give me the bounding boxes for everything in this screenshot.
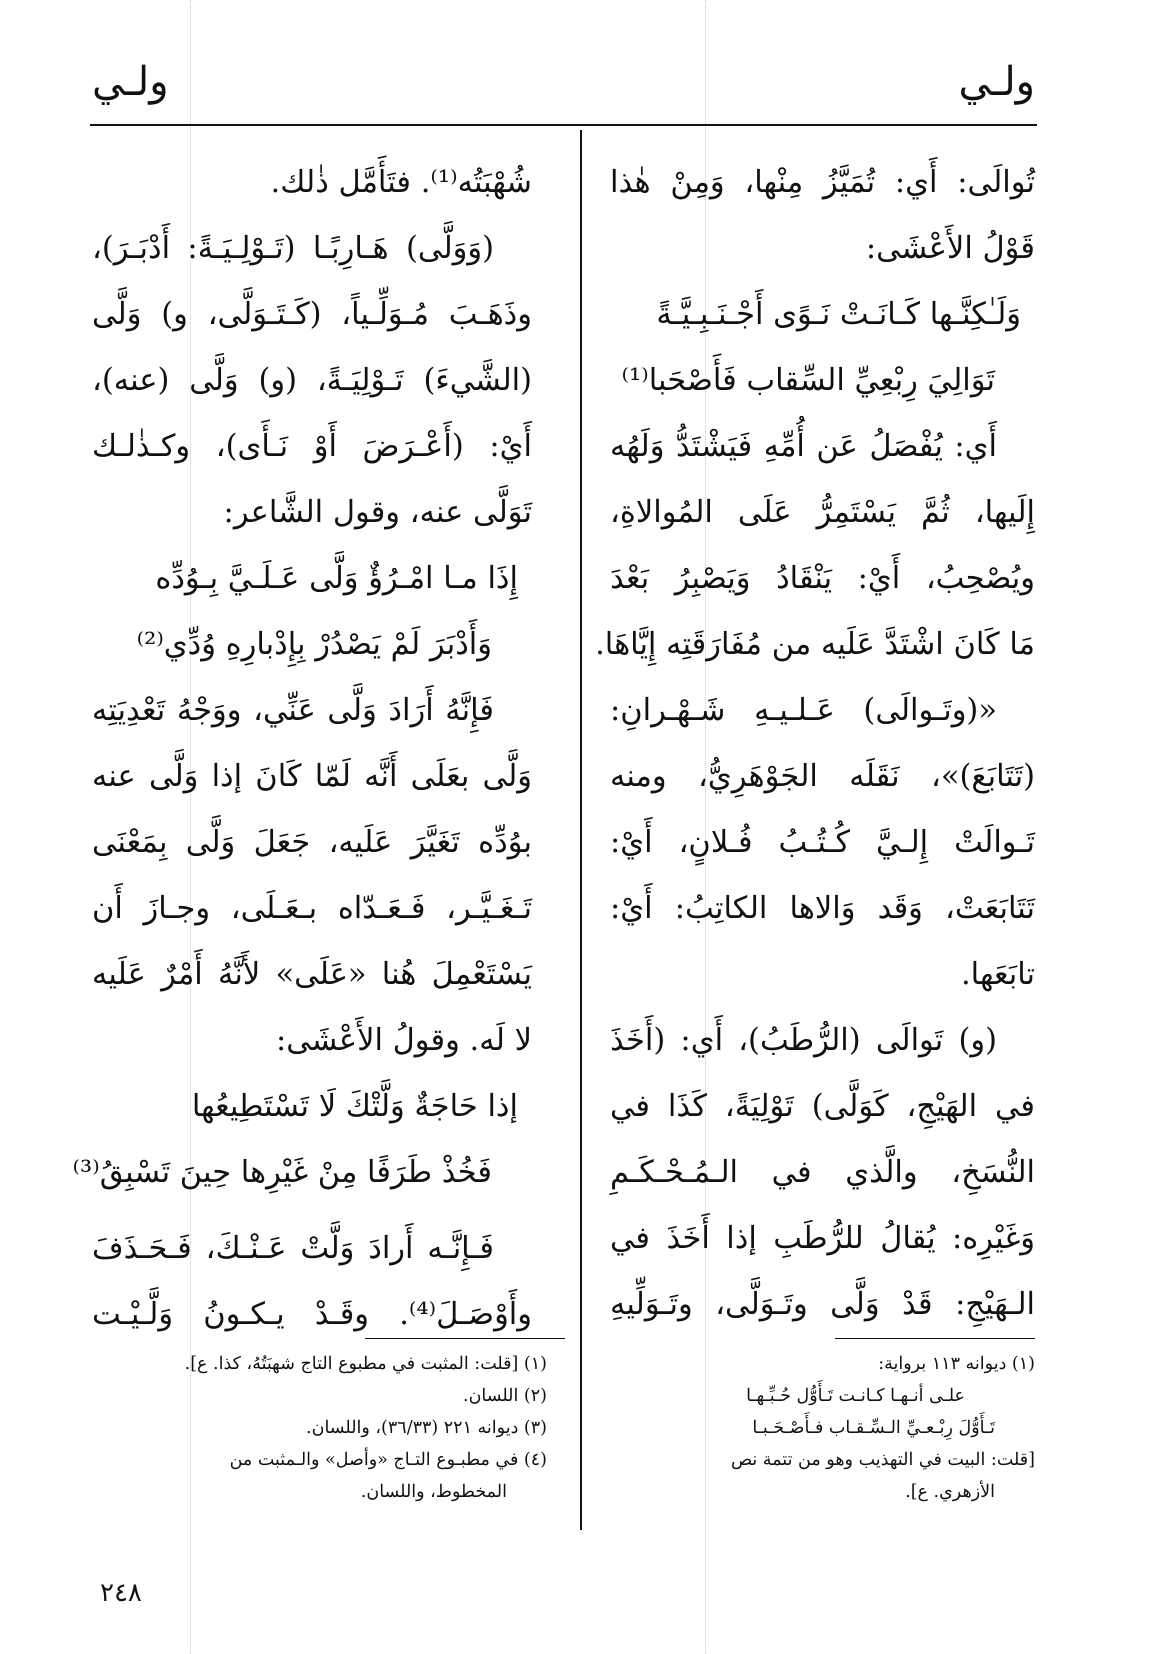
verse-line: وَأَدْبَرَ لَمْ يَصْدُرْ بِإِدْبارِهِ وُدِّي⁽²⁾ bbox=[136, 627, 492, 662]
footnote-line: المخطوط، واللسان. bbox=[360, 1482, 507, 1502]
verse-line: إِذَا مـا امْـرُؤٌ وَلَّى عَـلَـيَّ بِـوُدِّه bbox=[155, 561, 518, 596]
footnote-verse-line: تَـأَوُّلَ رِبْـعـيِّ الـسِّـقـاب فـأَصْـحَـبـا bbox=[752, 1418, 995, 1438]
text-line: (وَوَلَّى) هَـارِبًـا (تَـوْلِـيَـةً: أَدْبَـرَ)، bbox=[92, 231, 494, 266]
running-head-left: ولـي bbox=[92, 59, 169, 105]
verse-line: إذا حَاجَةٌ وَلَّتْكَ لَا تَسْتَطِيعُها bbox=[191, 1089, 518, 1124]
footnote-verse-line: علـى أنـهـا كـانـت تَـأَوُّل حُـبِّـهـا bbox=[746, 1386, 965, 1406]
footnote-line: [قلت: البيت في التهذيب وهو من تتمة نص bbox=[730, 1450, 1035, 1470]
text-line: فَإِنَّهُ أَرَادَ وَلَّى عَنِّي، ووَجْهُ تَعْدِيَتِه bbox=[92, 693, 494, 728]
text-line: بوُدِّه تَغَيَّرَ عَلَيه، جَعَلَ وَلَّى بِمَعْنَى bbox=[92, 825, 532, 860]
running-head-right: ولـي bbox=[958, 59, 1035, 105]
footnote-line: (١) ديوانه ١١٣ برواية: bbox=[878, 1354, 1035, 1374]
column-divider bbox=[580, 130, 582, 1530]
text-line: تَـغَـيَّـر، فَـعَـدّاه بـعَـلَى، وجـازَ أَن bbox=[92, 891, 532, 926]
text-line: إِلَيها، ثُمَّ يَسْتَمِرُّ عَلَى المُوالاةِ، bbox=[610, 495, 1035, 530]
text-line: (و) تَوالَى (الرُّطَبُ)، أَي: (أَخَذَ bbox=[610, 1023, 997, 1058]
text-line: (الشَّيءَ) تَـوْلِيَـةً، (و) وَلَّى (عنه)، bbox=[92, 363, 532, 398]
footnote-line: (٢) اللسان. bbox=[463, 1386, 547, 1406]
left-column bbox=[72, 150, 532, 1348]
text-line: وَلَّى بعَلَى أَنَّه لَمّا كَانَ إذا وَلَّى عنه bbox=[92, 759, 532, 794]
page-number: ٢٤٨ bbox=[100, 1578, 142, 1608]
footnotes-left-column bbox=[92, 1348, 547, 1508]
text-line: في الهَيْجِ، كَوَلَّى) تَوْلِيَةً، كَذَا في bbox=[610, 1089, 1035, 1124]
text-line: وأَوْصَـلَ⁽⁴⁾. وقَـدْ يـكـونُ وَلَّـيْـت bbox=[92, 1297, 532, 1332]
text-line: «(وتَـوالَى) عَـلـيـهِ شَـهْـرانِ: bbox=[610, 693, 997, 728]
text-line: فَـإِنَّـه أَرادَ وَلَّتْ عَـنْـكَ، فَـحَـذَفَ bbox=[92, 1231, 494, 1266]
text-line: قَوْلُ الأَعْشَى: bbox=[865, 231, 1035, 266]
text-line: وَغَيْرِه: يُقالُ للرُّطَبِ إذا أَخَذَ في bbox=[610, 1221, 1035, 1256]
text-line: النُّسَخِ، والَّذي في الـمُـحْـكَـمِ bbox=[610, 1155, 1035, 1190]
text-line: تُوالَى: أَي: تُمَيَّزُ مِنْها، وَمِنْ هٰذا bbox=[610, 165, 1035, 200]
text-line: شُهْبَتُه⁽¹⁾. فتَأَمَّل ذٰلك. bbox=[270, 165, 532, 200]
footnote-line: (١) [قلت: المثبت في مطبوع التاج شهبَتُهُ، كذا. ع]. bbox=[184, 1354, 547, 1374]
verse-line: فَخُذْ طَرَفًا مِنْ غَيْرِها حِينَ تَسْبِقُ⁽³⁾ bbox=[72, 1155, 492, 1190]
text-line: لا لَه. وقولُ الأَعْشَى: bbox=[275, 1023, 532, 1058]
footnote-rule-left-column bbox=[365, 1338, 565, 1339]
text-line: تَـوالَتْ إِلـيَّ كُـتُـبُ فُـلانٍ، أَيْ: bbox=[610, 825, 1035, 860]
text-line: تابَعَها. bbox=[960, 957, 1035, 992]
text-line: وذَهَـبَ مُـوَلِّـياً، (كَـتَـوَلَّى، و) وَلَّى bbox=[92, 297, 532, 332]
verse-line: وَلَـٰكِنَّـها كَـانَـتْ نَـوًى أَجْـنَـبِـيَّـةً bbox=[656, 297, 1021, 332]
header-rule bbox=[90, 124, 1037, 126]
footnote-rule-right-column bbox=[835, 1338, 1035, 1339]
text-line: يَسْتَعْمِلَ هُنا «عَلَى» لأَنَّهُ أَمْرٌ عَلَيه bbox=[92, 957, 532, 992]
footnote-line: (٣) ديوانه ٢٢١ (٣٦/٣٣)، واللسان. bbox=[306, 1418, 547, 1438]
text-line: ويُصْحِبُ، أَيْ: يَنْقَادُ وَيَصْبِرُ بَعْدَ bbox=[610, 561, 1035, 596]
footnotes-right-column bbox=[610, 1348, 1035, 1508]
text-line: مَا كَانَ اشْتَدَّ عَلَيه من مُفَارَقَتِه إِيَّاهَا. bbox=[595, 627, 1035, 662]
text-line: تَوَلَّى عنه، وقول الشَّاعر: bbox=[223, 495, 532, 530]
text-line: أَيْ: (أَعْـرَضَ أَوْ نَـأَى)، وكـذٰلـك bbox=[92, 429, 532, 464]
verse-line: تَوَالِيَ رِبْعِيِّ السِّقاب فَأَصْحَبا⁽¹⁾ bbox=[621, 363, 995, 398]
text-line: تَتَابَعَتْ، وَقَد وَالاها الكاتِبُ: أَيْ: bbox=[610, 891, 1035, 926]
right-column bbox=[595, 150, 1035, 1338]
footnote-line: (٤) في مطبـوع التـاج «وأصل» والـمثبت من bbox=[229, 1450, 547, 1470]
text-line: الـهَيْجِ: قَدْ وَلَّى وتَـوَلَّى، وتَـوَلِّيهِ bbox=[610, 1287, 1035, 1322]
footnote-line: الأزهري. ع]. bbox=[905, 1482, 995, 1502]
text-line: أَي: يُفْصَلُ عَن أُمِّهِ فَيَشْتَدُّ وَلَهُه bbox=[610, 429, 997, 464]
text-line: (تَتَابَعَ)»، نَقَلَه الجَوْهَرِيُّ، ومنه bbox=[610, 759, 1035, 794]
